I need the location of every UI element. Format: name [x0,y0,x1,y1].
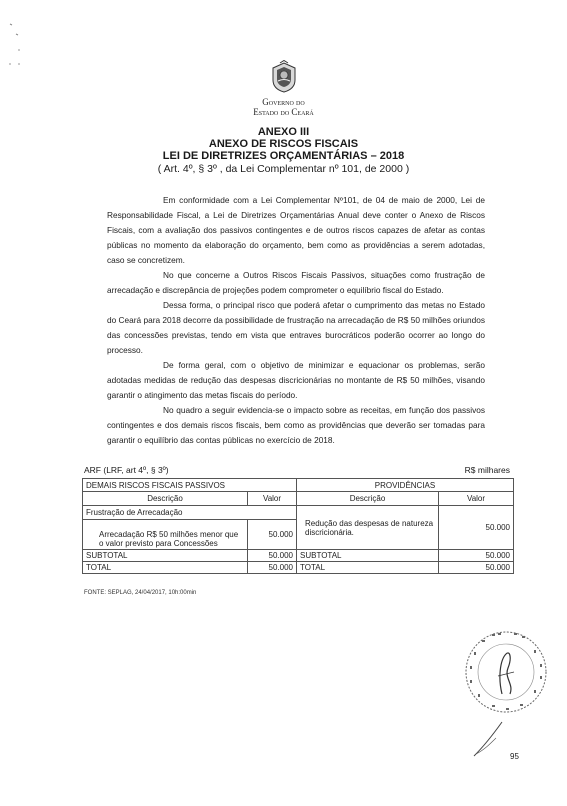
paragraph-3: Dessa forma, o principal risco que poderá afetar o cumprimento das metas no Estado do Ceará para 2018 decorre da possibilidade de frustração na arrecadação de R$ 50 milhões oriundos das concessões previstas, tendo em vista que entraves burocráticos poderão ocorrer ao longo do processo. [107,300,485,355]
col-header-descricao: Descrição [83,492,248,506]
risk-descricao: Arrecadação R$ 50 milhões menor que o valor previsto para Concessões [83,520,248,550]
table-column-header-row [83,492,514,506]
coat-of-arms [270,60,298,94]
group-header-providencias: PROVIDÊNCIAS [297,479,514,492]
subtotal-valor: 50.000 [248,550,297,562]
annex-number: ANEXO III [257,126,310,138]
table-total-row [83,562,514,574]
paragraph-4: De forma geral, com o objetivo de minimizar e equacionar os problemas, serão adotadas medidas de redução das despesas discricionárias no montante de R$ 50 milhões, visando garantir o atingimento das metas fiscais do período. [107,360,485,400]
subtotal-label: SUBTOTAL [83,550,248,562]
subtotal-valor-2: 50.000 [439,550,514,562]
table-group-header-row [83,479,514,492]
body-text [107,193,485,448]
official-stamp [462,628,550,716]
table-unit: R$ milhares [464,465,510,475]
paragraph-5: No quadro a seguir evidencia-se o impacto sobre as receitas, em função dos passivos contingentes e dos demais riscos fiscais, bem como as providências que deverão ser tomadas para garantir o equilíbrio das contas públicas no exercício de 2018. [107,405,485,445]
col-header-valor-2: Valor [439,492,514,506]
law-reference: ( Art. 4º, § 3º , da Lei Complementar nº 101, de 2000 ) [157,163,410,175]
group-header-risks: DEMAIS RISCOS FISCAIS PASSIVOS [83,479,297,492]
stamp-seal-icon [462,628,550,716]
table-subtotal-row [83,550,514,562]
providencia-descricao: Redução das despesas de natureza discricionária. [297,506,439,550]
gov-line-1: Governo do [262,97,305,107]
col-header-descricao-2: Descrição [297,492,439,506]
subtotal-label-2: SUBTOTAL [297,550,439,562]
margin-marks-icon [6,20,26,80]
signature-stroke-icon [470,718,506,760]
paragraph-1: Em conformidade com a Lei Complementar Nº101, de 04 de maio de 2000, Lei de Responsabilidade Fiscal, a Lei de Diretrizes Orçamentárias Anual deve conter o Anexo de Riscos Fiscais, com a avaliação dos passivos contingentes e de outros riscos capazes de afetar as contas públicas no momento da elaboração do orçamento, bem como as providências a serem adotadas, caso se concretizem. [107,195,485,265]
annex-title: ANEXO DE RISCOS FISCAIS [208,138,359,150]
paragraph-2: No que concerne a Outros Riscos Fiscais Passivos, situações como frustração de arrecadação e discrepância de projeções podem comprometer o equilíbrio fiscal do Estado. [107,270,485,295]
section-frustracao: Frustração de Arrecadação [83,506,297,520]
signature [470,718,506,760]
table-reference: ARF (LRF, art 4º, § 3º) [84,465,169,475]
total-label-2: TOTAL [297,562,439,574]
total-label: TOTAL [83,562,248,574]
risk-valor: 50.000 [248,520,297,550]
table-section-row [83,506,514,520]
total-valor: 50.000 [248,562,297,574]
risk-table [82,478,514,574]
coat-of-arms-icon [270,60,298,94]
gov-line-2: Estado do Ceará [253,107,314,117]
col-header-valor: Valor [248,492,297,506]
total-valor-2: 50.000 [439,562,514,574]
law-title: LEI DE DIRETRIZES ORÇAMENTÁRIAS – 2018 [162,150,405,162]
page-number: 95 [510,752,519,761]
margin-marks [6,20,26,80]
providencia-valor: 50.000 [439,506,514,550]
table-source: FONTE: SEPLAG, 24/04/2017, 10h:00min [84,590,197,596]
